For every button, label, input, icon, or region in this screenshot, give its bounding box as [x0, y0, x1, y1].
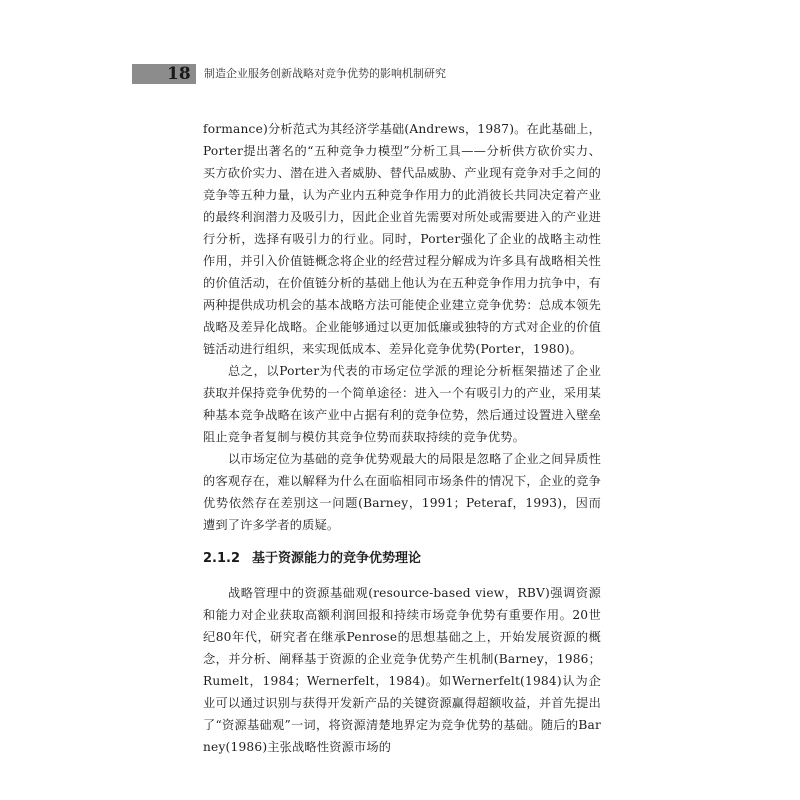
paragraph-limitation: 以市场定位为基础的竞争优势观最大的局限是忽略了企业之间异质性的客观存在，难以解释为什么在面临相同市场条件的情况下，企业的竞争优势依然存在差别这一问题(Barney，1991；Peteraf，1993)，因而遭到了许多学者的质疑。 [203, 452, 601, 532]
body-text [203, 118, 601, 758]
section-title: 基于资源能力的竞争优势理论 [252, 551, 422, 566]
section-heading [203, 548, 601, 570]
paragraph-rbv: 战略管理中的资源基础观(resource-based view，RBV)强调资源和能力对企业获取高额利润回报和持续市场竞争优势有重要作用。20世纪80年代，研究者在继承Penrose的思想基础之上，开始发展资源的概念，并分析、阐释基于资源的企业竞争优势产生机制(Barney，1986；Rumelt，1984；Wernerfelt，1984)。如Wernerfelt(1984)认为企业可以通过识别与获得开发新产品的关键资源赢得超额收益，并首先提出了“资源基础观”一词，将资源清楚地界定为竞争优势的基础。随后的Barney(1986)主张战略性资源市场的 [203, 586, 601, 754]
section-number: 2.1.2 [203, 551, 241, 566]
page-number: 18 [167, 64, 191, 84]
running-title: 制造企业服务创新战略对竞争优势的影响机制研究 [204, 67, 446, 80]
paragraph-continued: formance)分析范式为其经济学基础(Andrews，1987)。在此基础上，Porter提出著名的“五种竞争力模型”分析工具——分析供方砍价实力、买方砍价实力、潜在进入者威胁、替代品威胁、产业现有竞争对手之间的竞争等五种力量，认为产业内五种竞争作用力的此消彼长共同决定着产业的最终利润潜力及吸引力，因此企业首先需要对所处或需要进入的产业进行分析，选择有吸引力的行业。同时，Porter强化了企业的战略主动性作用，并引入价值链概念将企业的经营过程分解成为许多具有战略相关性的价值活动，在价值链分析的基础上他认为在五种竞争作用力抗争中，有两种提供成功机会的基本战略方法可能使企业建立竞争优势：总成本领先战略及差异化战略。企业能够通过以更加低廉或独特的方式对企业的价值链活动进行组织，来实现低成本、差异化竞争优势(Porter，1980)。 [203, 122, 601, 356]
paragraph-summary: 总之，以Porter为代表的市场定位学派的理论分析框架描述了企业获取并保持竞争优势的一个简单途径：进入一个有吸引力的产业，采用某种基本竞争战略在该产业中占据有利的竞争位势，然后通过设置进入壁垒阻止竞争者复制与模仿其竞争位势而获取持续的竞争优势。 [203, 364, 601, 444]
